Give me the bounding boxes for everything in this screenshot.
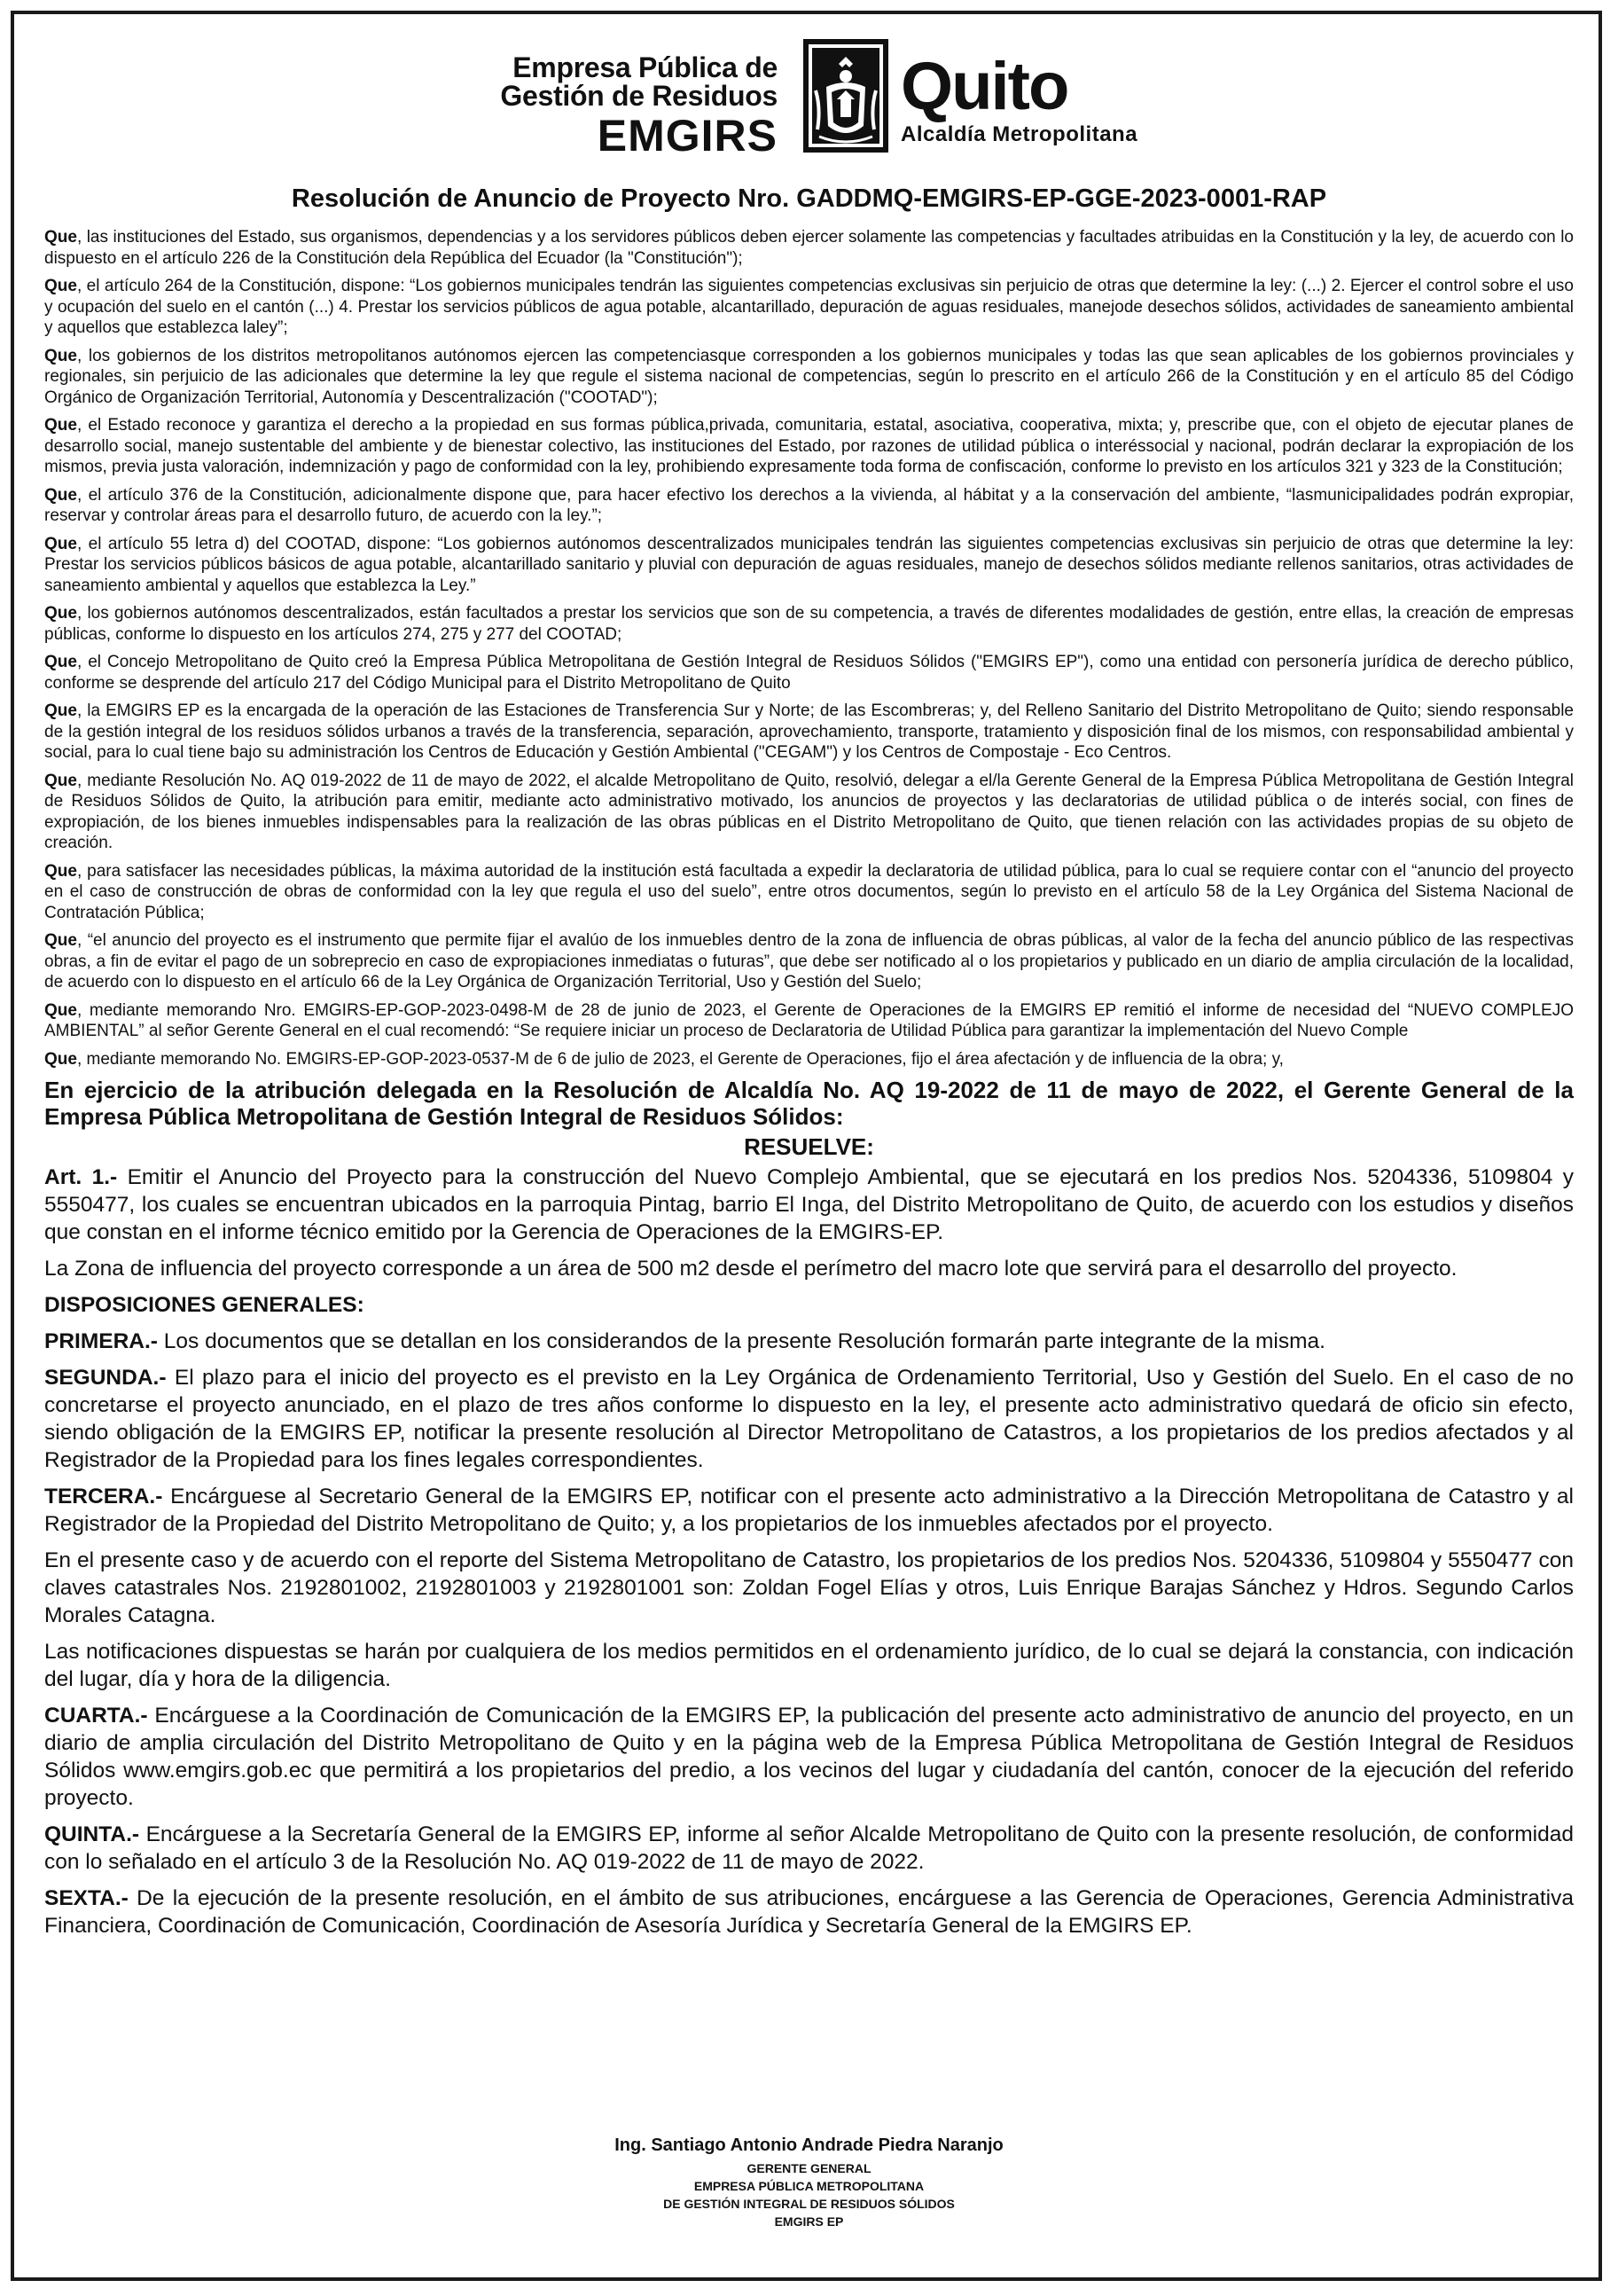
article-paragraph bbox=[44, 1164, 1574, 1246]
quito-logo bbox=[901, 49, 1138, 147]
considerando-paragraph-lead: Que bbox=[44, 771, 77, 790]
considerando-paragraph-text: , los gobiernos autónomos descentralizados, están facultados a prestar los servicios que son de su competencia, a través de diferentes modalidades de gestión, entre ellas, la creación de empresas públicas, conforme lo dispuesto en los artículos 274, 275 y 277 del COOTAD; bbox=[44, 604, 1574, 644]
considerando-paragraph-lead: Que bbox=[44, 346, 77, 365]
signer-name: Ing. Santiago Antonio Andrade Piedra Naranjo bbox=[614, 2135, 1004, 2155]
article-paragraph-text: En el presente caso y de acuerdo con el reporte del Sistema Metropolitano de Catastro, los propietarios de los predios Nos. 5204336, 5109804 y 5550477 con claves catastrales Nos. 2192801002, 2192801003 y 2192801001 son: Zoldan Fogel Elías y otros, Luis Enrique Barajas Sánchez y Hdros. Segundo Carlos Morales Catagna. bbox=[44, 1548, 1574, 1627]
article-paragraph bbox=[44, 1885, 1574, 1939]
considerando-paragraph bbox=[44, 701, 1574, 764]
considerando-paragraph bbox=[44, 771, 1574, 854]
quito-subtitle: Alcaldía Metropolitana bbox=[901, 122, 1138, 147]
considerando-paragraph-lead: Que bbox=[44, 416, 77, 435]
article-paragraph-text: La Zona de influencia del proyecto corresponde a un área de 500 m2 desde el perímetro del macro lote que servirá para el desarrollo del proyecto. bbox=[44, 1257, 1458, 1281]
signature-block bbox=[0, 2135, 1618, 2230]
considerando-paragraph-lead: Que bbox=[44, 228, 77, 247]
articles bbox=[44, 1164, 1574, 1939]
considerando-paragraph-lead: Que bbox=[44, 485, 77, 505]
quito-wordmark: Quito bbox=[901, 49, 1068, 124]
considerando-paragraph-text: , el artículo 55 letra d) del COOTAD, dispone: “Los gobiernos autónomos descentralizados municipales tendrán las siguientes competencias exclusivas sin perjuicio de otras que determine la ley: Prestar los servicios públicos básicos de agua potable, alcantarillado sanitario y pluvial con depuración de aguas residuales, manejo de desechos sólidos mediante rellenos sanitarios, otras actividades de saneamiento ambiental y aquellos que establezca la Ley.” bbox=[44, 534, 1574, 595]
signer-org-1: EMPRESA PÚBLICA METROPOLITANA bbox=[693, 2179, 925, 2193]
article-paragraph-text: Encárguese a la Coordinación de Comunicación de la EMGIRS EP, la publicación del presente acto administrativo de anuncio del proyecto, en un diario de amplia circulación del Distrito Metropolitano de Quito y en la página web de la Empresa Pública Metropolitana de Gestión Integral de Residuos Sólidos www.emgirs.gob.ec que permitirá a los propietarios del predio, a los vecinos del lugar y ciudadanía del cantón, conocer de la ejecución del referido proyecto. bbox=[44, 1704, 1574, 1810]
article-paragraph bbox=[44, 1328, 1574, 1355]
considerando-paragraph-lead: Que bbox=[44, 931, 77, 950]
considerando-paragraph bbox=[44, 652, 1574, 694]
considerando-paragraph-lead: Que bbox=[44, 701, 77, 720]
article-paragraph-text: Emitir el Anuncio del Proyecto para la construcción del Nuevo Complejo Ambiental, que se ejecutará en los predios Nos. 5204336, 5109804 y 5550477, los cuales se encuentran ubicados en la parroquia Pintag, barrio El Inga, del Distrito Metropolitano de Quito, de acuerdo con los estudios y diseños que constan en el informe técnico emitido por la Gerencia de Operaciones de la EMGIRS-EP. bbox=[44, 1165, 1574, 1244]
considerando-paragraph-text: , para satisfacer las necesidades públicas, la máxima autoridad de la institución está facultada a expedir la declaratoria de utilidad pública, para lo cual se requiere contar con el “anuncio del proyecto en el caso de construcción de obras de conformidad con la ley que regula el uso del suelo”, entre otros documentos, según lo previsto en el artículo 58 de la Ley Orgánica del Sistema Nacional de Contratación Pública; bbox=[44, 861, 1574, 922]
emgirs-line-2: Gestión de Residuos bbox=[500, 80, 778, 112]
considerando-paragraph bbox=[44, 1000, 1574, 1042]
considerando-paragraph-lead: Que bbox=[44, 1000, 77, 1020]
emgirs-logo bbox=[500, 51, 778, 161]
article-paragraph-lead: SEXTA.- bbox=[44, 1886, 129, 1910]
resuelve-heading: RESUELVE: bbox=[744, 1133, 874, 1160]
article-paragraph-lead: CUARTA.- bbox=[44, 1704, 148, 1728]
article-paragraph-text: Las notificaciones dispuestas se harán por cualquiera de los medios permitidos en el ordenamiento jurídico, de lo cual se dejará la constancia, con indicación del lugar, día y hora de la diligencia. bbox=[44, 1640, 1574, 1691]
article-paragraph-lead: DISPOSICIONES GENERALES: bbox=[44, 1293, 364, 1317]
considerando-paragraph-lead: Que bbox=[44, 861, 77, 881]
article-paragraph bbox=[44, 1547, 1574, 1629]
article-paragraph bbox=[44, 1702, 1574, 1812]
considerando-paragraph bbox=[44, 930, 1574, 993]
article-paragraph bbox=[44, 1483, 1574, 1538]
considerando-paragraph-lead: Que bbox=[44, 653, 77, 671]
considerando-paragraph bbox=[44, 534, 1574, 597]
considerando-paragraph-text: , el Concejo Metropolitano de Quito creó la Empresa Pública Metropolitana de Gestión Integral de Residuos Sólidos ("EMGIRS EP"), como una entidad con personería jurídica de derecho público, conforme se desprende del artículo 217 del Código Municipal para el Distrito Metropolitano de Quito bbox=[44, 653, 1574, 693]
signer-org-2: DE GESTIÓN INTEGRAL DE RESIDUOS SÓLIDOS bbox=[663, 2197, 955, 2211]
considerando-paragraph-text: , la EMGIRS EP es la encargada de la operación de las Estaciones de Transferencia Sur y Norte; de las Escombreras; y, del Relleno Sanitario del Distrito Metropolitano de Quito; siendo responsable de la gestión integral de los residuos sólidos urbanos a través de la transferencia, separación, aprovechamiento, transporte, tratamiento y disposición final de los mismos, con responsabilidad ambiental y social, para lo cual tiene bajo su administración los Centros de Educación y Gestión Ambiental ("CEGAM") y los Centros de Compostaje - Eco Centros. bbox=[44, 701, 1574, 762]
considerando-paragraph-text: , “el anuncio del proyecto es el instrumento que permite fijar el avalúo de los inmuebles dentro de la zona de influencia de obras públicas, al valor de la fecha del anuncio público de las respectivas obras, a fin de evitar el pago de un sobreprecio en caso de expropiaciones inmediatas o futuras”, que debe ser notificado al o los propietarios y publicado en un diario de amplia circulación de la localidad, de acuerdo con lo dispuesto en el artículo 66 de la Ley Orgánica de Organización Territorial, Uso y Gestión del Suelo; bbox=[44, 931, 1574, 991]
article-paragraph-text: Los documentos que se detallan en los considerandos de la presente Resolución formarán parte integrante de la misma. bbox=[157, 1329, 1325, 1353]
considerando-paragraph-text: , mediante memorando Nro. EMGIRS-EP-GOP-2023-0498-M de 28 de junio de 2023, el Gerente de Operaciones de la EMGIRS EP remitió el informe de necesidad del “NUEVO COMPLEJO AMBIENTAL” al señor Gerente General en el cual recomendó: “Se requiere iniciar un proceso de Declaratoria de Utilidad Pública para garantizar la implementación del Nuevo Comple bbox=[44, 1000, 1574, 1040]
article-paragraph-lead: QUINTA.- bbox=[44, 1822, 140, 1846]
considerando-paragraph bbox=[44, 276, 1574, 339]
article-paragraph-text: El plazo para el inicio del proyecto es el previsto en la Ley Orgánica de Ordenamiento Territorial, Uso y Gestión del Suelo. En el caso de no concretarse el proyecto anunciado, en el plazo de tres años conforme lo dispuesto en la ley, el presente acto administrativo quedará de oficio sin efecto, siendo obligación de la EMGIRS EP, notificar la presente resolución al Director Metropolitano de Catastros, a los propietarios de los predios afectados y al Registrador de la Propiedad para los fines legales correspondientes. bbox=[44, 1366, 1574, 1472]
article-paragraph bbox=[44, 1364, 1574, 1474]
signer-role: GERENTE GENERAL bbox=[746, 2161, 872, 2175]
considerando-paragraph-text: , mediante Resolución No. AQ 019-2022 de 11 de mayo de 2022, el alcalde Metropolitano de Quito, resolvió, delegar a el/la Gerente General de la Empresa Pública Metropolitana de Gestión Integral de Residuos Sólidos de Quito, la atribución para emitir, mediante acto administrativo motivado, los anuncios de proyectos y las declaratorias de utilidad pública o de interés social, con fines de expropiación, de los bienes inmuebles indispensables para la realización de las obras públicas en el Distrito Metropolitano de Quito, que tienen relación con las actividades propias de su objeto de creación. bbox=[44, 771, 1574, 852]
considerando-paragraph bbox=[44, 227, 1574, 269]
considerando-paragraph-lead: Que bbox=[44, 277, 77, 295]
considerando-paragraph bbox=[44, 485, 1574, 527]
emgirs-line-1: Empresa Pública de bbox=[512, 51, 778, 83]
considerando-paragraph bbox=[44, 1049, 1574, 1070]
considerando-paragraph-text: , los gobiernos de los distritos metropolitanos autónomos ejercen las competenciasque corresponden a los gobiernos municipales y todas las que sean aplicables de los gobiernos provinciales y regionales, sin perjuicio de las adicionales que determine la ley que regule el sistema nacional de competencias, según lo prescrito en el artículo 266 de la Constitución y en el artículo 85 del Código Orgánico de Organización Territorial, Autonomía y Descentralización ("COOTAD"); bbox=[44, 346, 1574, 407]
article-paragraph-text: Encárguese a la Secretaría General de la EMGIRS EP, informe al señor Alcalde Metropolitano de Quito con la presente resolución, de conformidad con lo señalado en el artículo 3 de la Resolución No. AQ 019-2022 de 11 de mayo de 2022. bbox=[44, 1822, 1574, 1874]
article-paragraph-text: Encárguese al Secretario General de la EMGIRS EP, notificar con el presente acto administrativo a la Dirección Metropolitana de Catastro y al Registrador de la Propiedad del Distrito Metropolitano de Quito; y, a los propietarios de los inmuebles afectados por el proyecto. bbox=[44, 1485, 1574, 1536]
considerando-paragraph-text: , las instituciones del Estado, sus organismos, dependencias y a los servidores públicos deben ejercer solamente las competencias y facultades atribuidas en la Constitución y la ley, de acuerdo con lo dispuesto en el artículo 226 de la Constitución dela República del Ecuador (la "Constitución"); bbox=[44, 228, 1574, 268]
article-paragraph bbox=[44, 1255, 1574, 1282]
article-paragraph bbox=[44, 1291, 1574, 1319]
considerando-paragraph-lead: Que bbox=[44, 1049, 77, 1069]
article-paragraph-lead: PRIMERA.- bbox=[44, 1329, 158, 1353]
considerando-paragraph-text: , el artículo 376 de la Constitución, adicionalmente dispone que, para hacer efectivo los derechos a la vivienda, al hábitat y a la conservación del ambiente, “lasmunicipalidades podrán expropiar, reservar y controlar áreas para el desarrollo futuro, de acuerdo con la ley.”; bbox=[44, 485, 1574, 525]
considerandos bbox=[44, 227, 1574, 1070]
document-body bbox=[44, 227, 1574, 1948]
header bbox=[0, 25, 1618, 167]
article-paragraph bbox=[44, 1638, 1574, 1693]
document-title: Resolución de Anuncio de Proyecto Nro. GADDMQ-EMGIRS-EP-GGE-2023-0001-RAP bbox=[291, 184, 1327, 213]
delegation-paragraph: En ejercicio de la atribución delegada en la Resolución de Alcaldía No. AQ 19-2022 de 11 de mayo de 2022, el Gerente General de la Empresa Pública Metropolitana de Gestión Integral de Residuos Sólidos: bbox=[44, 1077, 1574, 1130]
considerando-paragraph-text: , el artículo 264 de la Constitución, dispone: “Los gobiernos municipales tendrán las siguientes competencias exclusivas sin perjuicio de otras que determine la ley: (...) 2. Ejercer el control sobre el uso y ocupación del suelo en el cantón (...) 4. Prestar los servicios públicos de agua potable, alcantarillado, depuración de aguas residuales, manejode desechos sólidos, actividades de saneamiento ambiental y aquellos que establezca laley”; bbox=[44, 277, 1574, 337]
article-paragraph bbox=[44, 1821, 1574, 1876]
article-paragraph-lead: TERCERA.- bbox=[44, 1485, 163, 1508]
considerando-paragraph bbox=[44, 861, 1574, 924]
considerando-paragraph-text: , el Estado reconoce y garantiza el derecho a la propiedad en sus formas pública,privada, comunitaria, estatal, asociativa, cooperativa, mixta; y, prescribe que, con el objeto de ejecutar planes de desarrollo social, manejo sustentable del ambiente y de bienestar colectivo, las instituciones del Estado, por razones de utilidad pública o interéssocial y nacional, podrán declarar la expropiación de los mismos, previa justa valoración, indemnización y pago de conformidad con la ley, prohibiendo expresamente toda forma de confiscación, conforme lo previsto en los artículos 321 y 323 de la Constitución; bbox=[44, 416, 1574, 476]
considerando-paragraph-lead: Que bbox=[44, 534, 77, 553]
article-paragraph-lead: SEGUNDA.- bbox=[44, 1366, 167, 1390]
considerando-paragraph-text: , mediante memorando No. EMGIRS-EP-GOP-2023-0537-M de 6 de julio de 2023, el Gerente de Operaciones, fijo el área afectación y de influencia de la obra; y, bbox=[76, 1049, 1284, 1069]
resolution bbox=[44, 1077, 1574, 1939]
article-paragraph-text: De la ejecución de la presente resolución, en el ámbito de sus atribuciones, encárguese a las Gerencia de Operaciones, Gerencia Administrativa Financiera, Coordinación de Comunicación, Coordinación de Asesoría Jurídica y Secretaría General de la EMGIRS EP. bbox=[44, 1886, 1574, 1938]
considerando-paragraph bbox=[44, 415, 1574, 478]
quito-seal-icon bbox=[801, 37, 890, 154]
considerando-paragraph bbox=[44, 346, 1574, 409]
considerando-paragraph-lead: Que bbox=[44, 604, 77, 623]
article-paragraph-lead: Art. 1.- bbox=[44, 1165, 118, 1189]
emgirs-line-3: EMGIRS bbox=[597, 111, 778, 161]
considerando-paragraph bbox=[44, 603, 1574, 645]
signer-org-3: EMGIRS EP bbox=[774, 2214, 844, 2229]
